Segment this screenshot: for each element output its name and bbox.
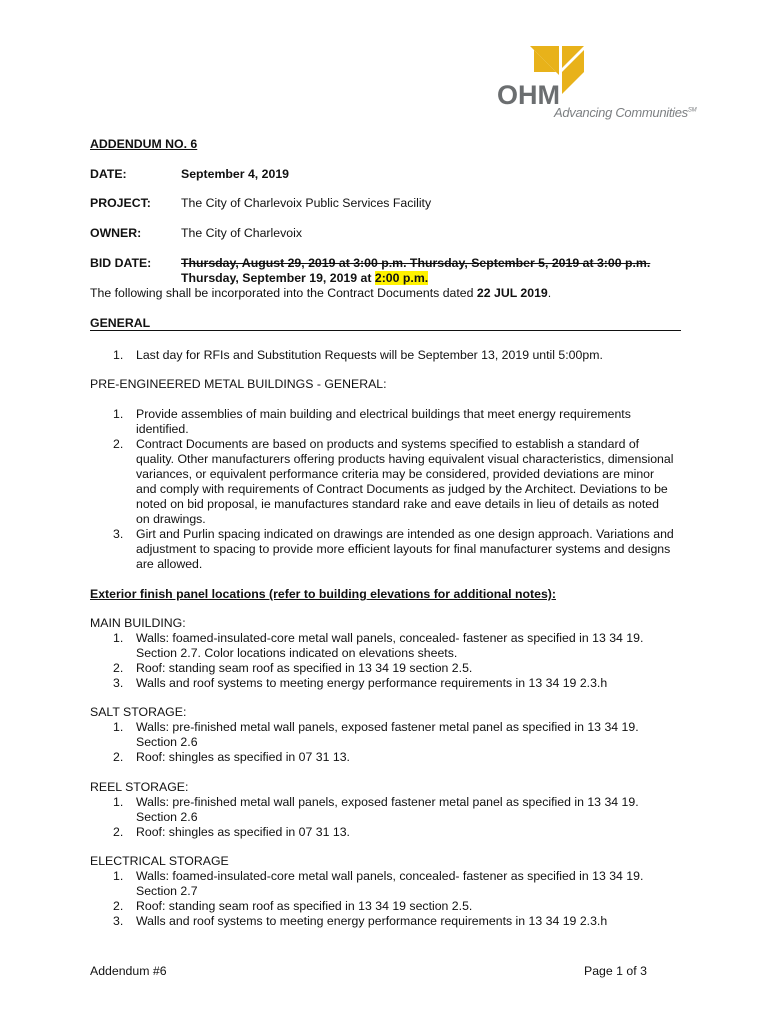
bid-date-label: BID DATE: bbox=[90, 256, 152, 270]
main-building-heading: MAIN BUILDING: bbox=[90, 616, 186, 630]
bid-time-highlight: 2:00 p.m. bbox=[374, 271, 429, 285]
logo-tagline: Advancing Communities℠ bbox=[554, 105, 697, 120]
exterior-heading: Exterior finish panel locations (refer to building elevations for additional notes): bbox=[90, 587, 556, 601]
date-value: September 4, 2019 bbox=[181, 167, 290, 181]
page-number: Page 1 of 3 bbox=[584, 964, 647, 978]
section-divider bbox=[90, 330, 681, 331]
general-heading: GENERAL bbox=[90, 316, 151, 330]
intro-text: The following shall be incorporated into the Contract Documents dated 22 JUL 2019. bbox=[90, 286, 552, 300]
date-label: DATE: bbox=[90, 167, 127, 181]
project-value: The City of Charlevoix Public Services Facility bbox=[181, 196, 432, 210]
pemb-heading: PRE-ENGINEERED METAL BUILDINGS - GENERAL: bbox=[90, 377, 387, 391]
owner-label: OWNER: bbox=[90, 226, 142, 240]
project-label: PROJECT: bbox=[90, 196, 151, 210]
owner-value: The City of Charlevoix bbox=[181, 226, 302, 240]
logo-text: OHM bbox=[497, 80, 560, 110]
bid-date-struck: Thursday, August 29, 2019 at 3:00 p.m. Thursday, September 5, 2019 at 3:00 p.m. bbox=[181, 256, 651, 270]
salt-storage-heading: SALT STORAGE: bbox=[90, 705, 187, 719]
footer-left: Addendum #6 bbox=[90, 964, 167, 978]
reel-storage-heading: REEL STORAGE: bbox=[90, 780, 189, 794]
bid-date-new: Thursday, September 19, 2019 at 2:00 p.m. bbox=[181, 271, 429, 285]
addendum-title: ADDENDUM NO. 6 bbox=[90, 137, 198, 151]
electrical-storage-heading: ELECTRICAL STORAGE bbox=[90, 854, 229, 868]
ohm-logo bbox=[494, 40, 697, 130]
